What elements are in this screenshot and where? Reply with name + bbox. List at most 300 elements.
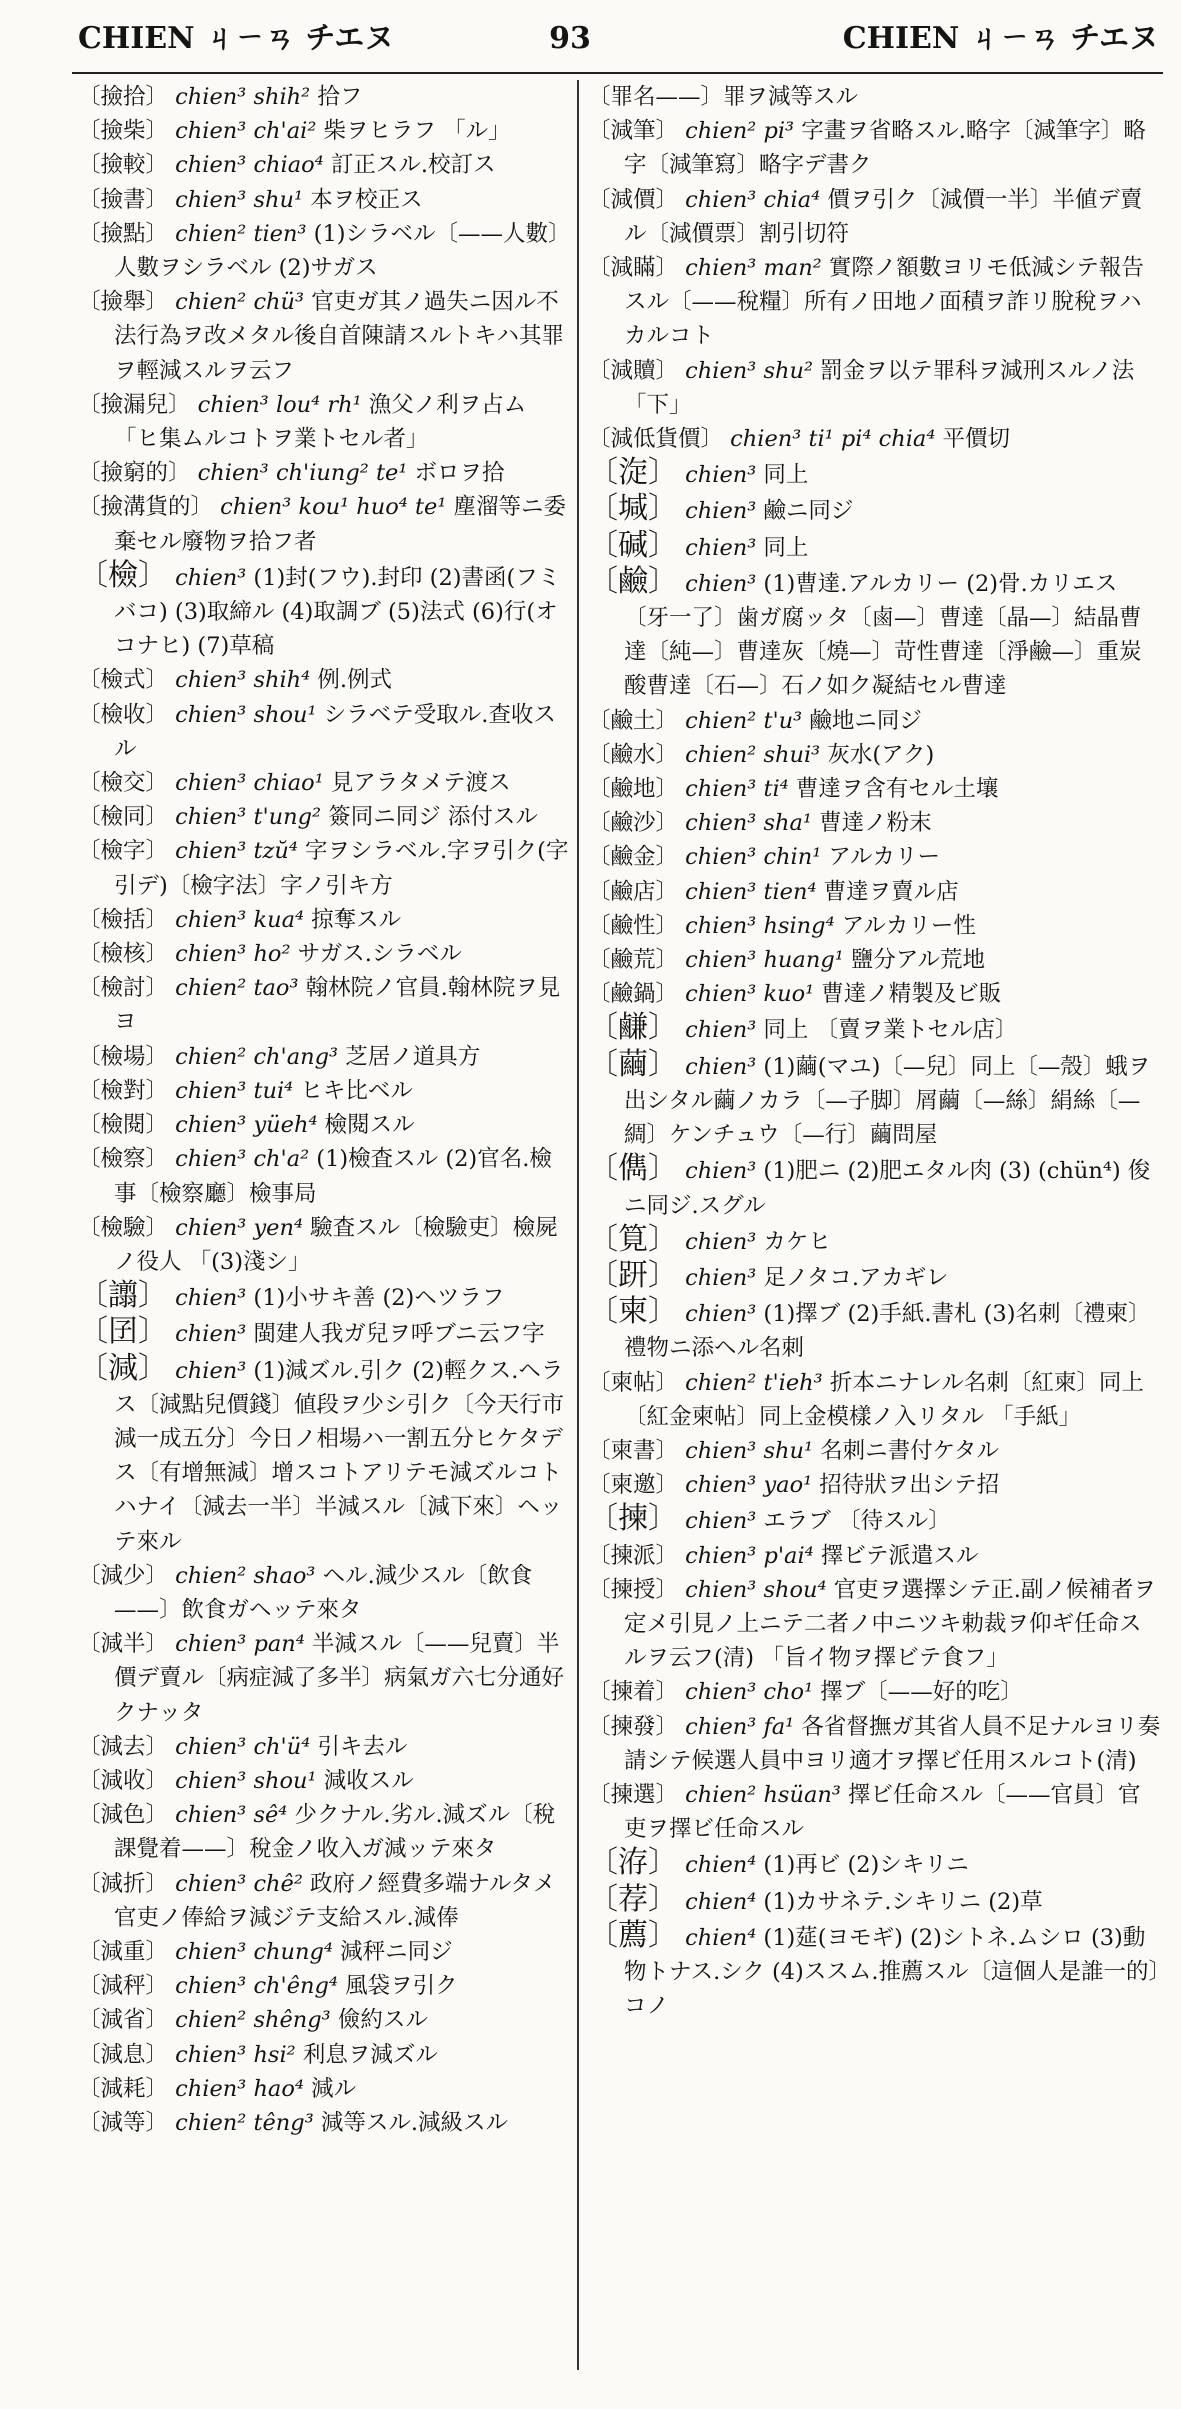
entry-headword: 〔撿書〕 — [78, 186, 169, 213]
entry-definition: 少クナル.劣ル.減ズル〔稅課覺着——〕稅金ノ收入ガ減ッテ來タ — [114, 1802, 556, 1863]
entry-headword: 〔減低貨價〕 — [588, 426, 724, 453]
entry-headword: 〔趼〕 — [588, 1257, 678, 1293]
entry-romanization: chien³ kua⁴ — [175, 906, 304, 933]
entry-romanization: chien² shao³ — [175, 1562, 316, 1589]
dictionary-entry — [588, 1778, 1162, 1846]
entry-headword: 〔揀〕 — [588, 1501, 678, 1537]
entry-romanization: chien³ ch'ai² — [175, 118, 317, 145]
entry-headword: 〔檢收〕 — [78, 701, 169, 728]
dictionary-entry — [588, 251, 1162, 354]
entry-headword: 〔檢同〕 — [78, 804, 169, 831]
entry-definition: ヒキ比ベル — [293, 1077, 413, 1104]
entry-romanization: chien³ shih⁴ — [175, 667, 311, 694]
entry-definition: 實際ノ額數ヨリモ低減シテ報告スル〔——稅糧〕所有ノ田地ノ面積ヲ詐リ脫稅ヲハカルコト — [624, 255, 1144, 350]
entry-definition: 檢閱スル — [317, 1112, 415, 1139]
entry-definition: 價ヲ引ク〔減價一半〕半値デ賣ル〔減價票〕割引切符 — [624, 186, 1143, 247]
dictionary-entry — [588, 1502, 1162, 1538]
entry-definition: 同上 — [756, 462, 809, 489]
dictionary-entry — [588, 806, 1162, 840]
entry-romanization: chien³ lou⁴ rh¹ — [197, 391, 362, 418]
dictionary-entry — [588, 943, 1162, 977]
dictionary-entry — [588, 772, 1162, 806]
entry-headword: 〔鹼地〕 — [588, 776, 679, 803]
entry-romanization: chien³ shu¹ — [175, 186, 303, 213]
entry-headword: 〔鹼水〕 — [588, 741, 679, 768]
dictionary-entry — [78, 1935, 570, 1969]
entry-romanization: chien³ ti¹ pi⁴ chia⁴ — [730, 426, 936, 453]
entry-romanization: chien⁴ — [685, 1852, 757, 1879]
entry-romanization: chien³ ho² — [175, 941, 291, 968]
entry-headword: 〔檢括〕 — [78, 906, 169, 933]
entry-headword: 〔鹼金〕 — [588, 844, 679, 871]
entry-headword: 〔檢閱〕 — [78, 1112, 169, 1139]
entry-headword: 〔揀發〕 — [588, 1713, 679, 1740]
entry-headword: 〔揀派〕 — [588, 1542, 679, 1569]
entry-definition: 各省督撫ガ其省人員不足ナルヨリ奏請シテ候選人員中ヨリ適才ヲ擇ビ任用スルコト(清) — [624, 1713, 1161, 1774]
dictionary-entry — [588, 492, 1162, 528]
entry-headword: 〔減耗〕 — [78, 2075, 169, 2102]
entry-definition: 曹達ヲ含有セル土壤 — [788, 776, 999, 803]
entry-headword: 〔譾〕 — [78, 1278, 168, 1314]
entry-romanization: chien³ ch'a² — [175, 1146, 310, 1173]
dictionary-entry — [588, 183, 1162, 251]
entry-definition: (1)小サキ善 (2)ヘツラフ — [246, 1285, 505, 1312]
entry-definition: (1)封(フウ).封印 (2)書函(フミバコ) (3)取締ル (4)取調ブ (5)法式 (6)行(オコナヒ) (7)草稿 — [114, 564, 561, 660]
entry-romanization: chien³ sê⁴ — [175, 1802, 288, 1829]
entry-headword: 〔撿拾〕 — [78, 84, 169, 110]
entry-definition: 簽同ニ同ジ 添付スル — [321, 804, 538, 831]
dictionary-entry — [588, 1259, 1162, 1295]
entry-romanization: chien³ ch'iung² te¹ — [197, 460, 408, 487]
entry-definition: 引キ去ル — [310, 1733, 408, 1760]
dictionary-entry — [588, 1468, 1162, 1502]
entry-definition: 漁父ノ利ヲ占ム 「ヒ集ムルコトヲ業トセル者」 — [114, 391, 527, 453]
entry-definition: 例.例式 — [310, 667, 392, 694]
dictionary-entry — [78, 1108, 570, 1142]
entry-headword: 〔檢式〕 — [78, 667, 169, 694]
entry-romanization: chien³ hsi² — [175, 2041, 296, 2068]
entry-romanization: chien³ huang¹ — [685, 947, 844, 974]
dictionary-entry — [78, 834, 570, 902]
right-column — [588, 80, 1162, 2380]
dictionary-entry — [588, 565, 1162, 704]
entry-romanization: chien³ pan⁴ — [175, 1631, 305, 1658]
entry-definition: 罰金ヲ以テ罪科ヲ減刑スルノ法 「下」 — [624, 357, 1135, 418]
dictionary-entry — [588, 704, 1162, 738]
entry-definition: (1)カサネテ.シキリニ (2)草 — [756, 1888, 1043, 1915]
dictionary-entry — [78, 559, 570, 664]
dictionary-entry — [588, 738, 1162, 772]
entry-romanization: chien³ yüeh⁴ — [175, 1112, 318, 1139]
entry-definition: 芝居ノ道具方 — [338, 1043, 481, 1070]
entry-headword: 〔柬邀〕 — [588, 1472, 679, 1499]
entry-romanization: chien⁴ — [685, 1888, 757, 1915]
entry-headword: 〔柬帖〕 — [588, 1369, 679, 1396]
entry-romanization: chien³ — [685, 1017, 757, 1044]
entry-headword: 〔撿窮的〕 — [78, 460, 191, 487]
entry-headword: 〔減去〕 — [78, 1733, 169, 1760]
entry-romanization: chien³ tien⁴ — [685, 878, 817, 905]
dictionary-entry — [588, 1366, 1162, 1434]
entry-romanization: chien² tien³ — [175, 220, 307, 247]
entry-romanization: chien² chü³ — [175, 289, 305, 316]
entry-romanization: chien³ shou⁴ — [685, 1576, 827, 1603]
entry-definition: アルカリー性 — [834, 912, 976, 939]
dictionary-entry — [78, 1627, 570, 1730]
entry-romanization: chien³ chia⁴ — [685, 186, 821, 213]
entry-romanization: chien² ch'ang³ — [175, 1043, 339, 1070]
dictionary-entry — [588, 1846, 1162, 1882]
entry-definition: (1)シラベル〔——人數〕人數ヲシラベル (2)サガス — [114, 220, 560, 282]
entry-headword: 〔鹼土〕 — [588, 707, 679, 734]
entry-romanization: chien² têng³ — [175, 2109, 314, 2136]
dictionary-entry — [78, 2106, 570, 2140]
entry-romanization: chien³ tzŭ⁴ — [175, 838, 298, 865]
entry-headword: 〔鹼性〕 — [588, 912, 679, 939]
dictionary-entry — [588, 529, 1162, 565]
entry-romanization: chien³ sha¹ — [685, 810, 812, 837]
entry-definition: 足ノタコ.アカギレ — [756, 1264, 949, 1291]
dictionary-entry — [588, 1048, 1162, 1153]
entry-definition: (1)肥ニ (2)肥エタル肉 (3) (chün⁴) 俊ニ同ジ.スグル — [624, 1158, 1151, 1219]
entry-headword: 〔撿漏兒〕 — [78, 391, 191, 418]
entry-definition: 拾フ — [310, 84, 363, 110]
entry-romanization: chien³ kou¹ huo⁴ te¹ — [220, 494, 447, 521]
running-header-left: CHIEN ㄐㄧㄢ チエヌ — [78, 21, 395, 56]
dictionary-entry — [588, 1710, 1162, 1778]
entry-romanization: chien³ chin¹ — [685, 844, 822, 871]
entry-definition: (1)減ズル.引ク (2)輕クス.ヘラス〔減點兒價錢〕値段ヲ少シ引ク〔今天行市減一成五分〕今日ノ相場ハ一割五分ヒケタデス〔有增無減〕增スコトアリテモ減ズルコトハナイ〔減去一半〕半減スル〔減下來〕ヘッテ來ル — [114, 1357, 565, 1555]
page-number: 93 — [549, 21, 591, 56]
dictionary-entry — [78, 663, 570, 697]
entry-romanization: chien³ shih² — [175, 84, 311, 110]
dictionary-entry — [588, 1539, 1162, 1573]
entry-romanization: chien³ ch'êng⁴ — [175, 1973, 338, 2000]
dictionary-entry — [588, 114, 1162, 182]
entry-romanization: chien³ — [685, 1508, 757, 1535]
entry-headword: 〔減半〕 — [78, 1631, 169, 1658]
dictionary-entry — [78, 1798, 570, 1866]
entry-romanization: chien² pi³ — [685, 118, 795, 145]
entry-headword: 〔減秤〕 — [78, 1973, 169, 2000]
entry-romanization: chien² t'ieh³ — [685, 1369, 823, 1396]
dictionary-entry — [78, 698, 570, 766]
entry-headword: 〔鹼荒〕 — [588, 947, 679, 974]
entry-definition: 曹達ヲ賣ル店 — [816, 878, 959, 905]
entry-definition: 招待狀ヲ出シテ招 — [812, 1472, 1000, 1499]
dictionary-entry — [78, 456, 570, 490]
dictionary-entry — [78, 1142, 570, 1210]
dictionary-entry — [588, 1011, 1162, 1047]
dictionary-entry — [588, 1573, 1162, 1676]
entry-definition: 名刺ニ書付ケタル — [813, 1437, 1000, 1464]
entry-headword: 〔檢驗〕 — [78, 1214, 169, 1241]
dictionary-entry — [78, 1764, 570, 1798]
dictionary-entry — [588, 1919, 1162, 2024]
entry-headword: 〔減筆〕 — [588, 118, 679, 145]
entry-definition: 官吏ヲ選擇シテ正.副ノ候補者ヲ定メ引見ノ上ニテ二者ノ中ニツキ勅裁ヲ仰ギ任命スルヲ云フ(清) 「旨イ物ヲ擇ビテ食フ」 — [624, 1576, 1156, 1672]
entry-definition: 字ヲシラベル.字ヲ引ク(字引デ)〔檢字法〕字ノ引キ方 — [114, 838, 569, 899]
entry-romanization: chien³ hsing⁴ — [685, 912, 835, 939]
entry-definition: 〔罪名——〕罪ヲ減等スル — [588, 84, 859, 110]
entry-headword: 〔減省〕 — [78, 2007, 169, 2034]
entry-headword: 〔檢〕 — [78, 557, 168, 593]
dictionary-entry — [588, 80, 1162, 114]
dictionary-entry — [78, 1040, 570, 1074]
entry-headword: 〔減少〕 — [78, 1562, 169, 1589]
entry-definition: 平價切 — [935, 426, 1010, 453]
entry-romanization: chien³ shou¹ — [175, 701, 317, 728]
entry-definition: 折本ニナレル名刺〔紅柬〕同上〔紅金柬帖〕同上金模樣ノ入リタル 「手紙」 — [624, 1369, 1144, 1430]
entry-headword: 〔揀選〕 — [588, 1781, 679, 1808]
dictionary-entry — [78, 1211, 570, 1279]
entry-definition: 擇ブ〔——好的吃〕 — [813, 1679, 1023, 1706]
entry-romanization: chien³ — [685, 534, 757, 561]
entry-headword: 〔囝〕 — [78, 1314, 168, 1350]
entry-headword: 〔碱〕 — [588, 527, 678, 563]
entry-definition: (1)擇ブ (2)手紙.書札 (3)名刺〔禮柬〕禮物ニ添ヘル名刺 — [624, 1301, 1151, 1362]
left-column — [78, 80, 570, 2380]
entry-headword: 〔薦〕 — [588, 1917, 678, 1953]
entry-headword: 〔洊〕 — [588, 1845, 678, 1881]
entry-romanization: chien³ kuo¹ — [685, 981, 815, 1008]
entry-headword: 〔鹼鍋〕 — [588, 981, 679, 1008]
entry-headword: 〔鹼〕 — [588, 563, 678, 599]
entry-romanization: chien² t'u³ — [685, 707, 803, 734]
entry-romanization: chien³ — [175, 564, 247, 591]
dictionary-entry — [588, 456, 1162, 492]
entry-romanization: chien³ — [685, 1264, 757, 1291]
dictionary-entry — [78, 1969, 570, 2003]
entry-definition: カケヒ — [756, 1228, 831, 1255]
entry-definition: シラベテ受取ル.查收スル — [114, 701, 556, 762]
entry-headword: 〔檢交〕 — [78, 770, 169, 797]
entry-definition: 訂正スル.校訂ス — [323, 152, 496, 179]
entry-headword: 〔柬書〕 — [588, 1437, 679, 1464]
entry-definition: 掠奪スル — [304, 906, 402, 933]
entry-romanization: chien² shêng³ — [175, 2007, 331, 2034]
entry-definition: 擇ビ任命スル〔——官員〕官吏ヲ擇ビ任命スル — [624, 1781, 1141, 1843]
entry-romanization: chien³ — [175, 1285, 247, 1312]
entry-definition: 見アラタメテ渡ス — [323, 770, 511, 797]
dictionary-entry — [78, 388, 570, 456]
dictionary-entry — [78, 1867, 570, 1935]
dictionary-entry — [78, 1074, 570, 1108]
dictionary-entry — [588, 1295, 1162, 1365]
entry-headword: 〔撿柴〕 — [78, 118, 169, 145]
dictionary-entry — [78, 285, 570, 388]
entry-headword: 〔堿〕 — [588, 491, 678, 527]
entry-headword: 〔檢對〕 — [78, 1077, 169, 1104]
entry-romanization: chien³ chiao¹ — [175, 770, 324, 797]
entry-definition: 同上 〔賣ヲ業トセル店〕 — [756, 1017, 1018, 1044]
entry-headword: 〔減價〕 — [588, 186, 679, 213]
entry-definition: 曹達ノ粉末 — [811, 810, 932, 837]
entry-headword: 〔荐〕 — [588, 1881, 678, 1917]
entry-headword: 〔㳬〕 — [588, 455, 678, 491]
column-divider — [577, 80, 579, 2370]
entry-definition: (1)再ビ (2)シキリニ — [756, 1852, 969, 1879]
dictionary-entry — [588, 909, 1162, 943]
entry-definition: 官吏ガ其ノ過失ニ因ル不法行為ヲ改メタル後自首陳請スルトキハ其罪ヲ輕減スルヲ云フ — [114, 289, 565, 384]
dictionary-entry — [588, 1883, 1162, 1919]
entry-headword: 〔撿點〕 — [78, 220, 169, 247]
dictionary-entry — [78, 183, 570, 217]
entry-headword: 〔撿溝貨的〕 — [78, 494, 214, 521]
entry-romanization: chien³ shou¹ — [175, 1767, 317, 1794]
entry-romanization: chien³ man² — [685, 255, 822, 282]
entry-definition: 鹽分アル荒地 — [843, 947, 986, 974]
dictionary-entry — [588, 1675, 1162, 1709]
entry-headword: 〔鹼沙〕 — [588, 810, 679, 837]
dictionary-entry — [78, 800, 570, 834]
dictionary-entry — [78, 148, 570, 182]
entry-definition: サガス.シラベル — [290, 941, 462, 968]
entry-headword: 〔檢場〕 — [78, 1043, 169, 1070]
dictionary-entry — [588, 875, 1162, 909]
dictionary-entry — [78, 80, 570, 114]
dictionary-entry — [78, 937, 570, 971]
entry-romanization: chien³ fa¹ — [685, 1713, 795, 1740]
running-header-right: CHIEN ㄐㄧㄢ チエヌ — [842, 21, 1159, 56]
entry-headword: 〔減折〕 — [78, 1870, 169, 1897]
entry-headword: 〔撿舉〕 — [78, 289, 169, 316]
entry-romanization: chien⁴ — [685, 1924, 757, 1951]
entry-romanization: chien³ ti⁴ — [685, 776, 789, 803]
entry-definition: 灰水(アク) — [820, 741, 935, 768]
entry-romanization: chien³ — [685, 1158, 757, 1185]
entry-definition: 同上 — [756, 534, 809, 561]
entry-romanization: chien³ — [685, 498, 757, 525]
entry-headword: 〔減瞞〕 — [588, 255, 679, 282]
entry-headword: 〔鹻〕 — [588, 1010, 678, 1046]
dictionary-entry — [588, 1223, 1162, 1259]
entry-definition: ボロヲ拾 — [407, 460, 505, 487]
dictionary-entry — [588, 422, 1162, 456]
entry-definition: (1)檢査スル (2)官名.檢事〔檢察廳〕檢事局 — [114, 1146, 552, 1207]
entry-definition: (1)莚(ヨモギ) (2)シトネ.ムシロ (3)動物トナス.シク (4)ススム.推薦スル〔這個人是誰一的〕コノ — [624, 1924, 1160, 2020]
entry-romanization: chien³ — [685, 1053, 757, 1080]
dictionary-entry — [78, 903, 570, 937]
entry-definition: 減收スル — [316, 1767, 414, 1794]
entry-romanization: chien³ chê² — [175, 1870, 303, 1897]
entry-definition: 鹼地ニ同ジ — [802, 707, 922, 734]
entry-definition: (1)繭(マユ)〔—兒〕同上〔—殼〕蛾ヲ出シタル繭ノカラ〔—子脚〕屑繭〔—絲〕絹絲〔—綢〕ケンチュウ〔—行〕繭問屋 — [624, 1053, 1151, 1149]
entry-headword: 〔檢核〕 — [78, 941, 169, 968]
entry-headword: 〔減息〕 — [78, 2041, 169, 2068]
dictionary-entry — [78, 971, 570, 1039]
dictionary-entry — [588, 840, 1162, 874]
dictionary-entry — [588, 1434, 1162, 1468]
entry-definition: 減ル — [303, 2075, 357, 2102]
entry-headword: 〔減重〕 — [78, 1938, 169, 1965]
entry-headword: 〔減〕 — [78, 1350, 168, 1386]
dictionary-entry — [78, 2003, 570, 2037]
entry-definition: 鹼ニ同ジ — [756, 498, 854, 525]
dictionary-entry — [588, 354, 1162, 422]
entry-headword: 〔揀着〕 — [588, 1679, 679, 1706]
entry-headword: 〔儁〕 — [588, 1151, 678, 1187]
entry-definition: アルカリー — [821, 844, 941, 871]
entry-romanization: chien³ yao¹ — [685, 1472, 813, 1499]
entry-definition: 擇ビテ派遣スル — [813, 1542, 979, 1569]
entry-romanization: chien³ — [685, 570, 757, 597]
entry-definition: 利息ヲ減ズル — [295, 2041, 438, 2068]
entry-romanization: chien³ — [685, 1228, 757, 1255]
entry-headword: 〔減收〕 — [78, 1767, 169, 1794]
dictionary-entry — [78, 490, 570, 558]
header-rule — [72, 72, 1163, 74]
entry-romanization: chien³ t'ung² — [175, 804, 322, 831]
entry-definition: 半減スル〔——兒賣〕半價デ賣ル〔病症減了多半〕病氣ガ六七分通好クナッタ — [114, 1631, 565, 1726]
entry-definition: 風袋ヲ引ク — [337, 1973, 458, 2000]
entry-romanization: chien² hsüan³ — [685, 1781, 841, 1808]
entry-definition: 塵溜等ニ委棄セル廢物ヲ拾フ者 — [114, 494, 567, 555]
entry-definition: 儉約スル — [330, 2007, 428, 2034]
entry-romanization: chien³ chung⁴ — [175, 1938, 333, 1965]
entry-romanization: chien³ — [685, 462, 757, 489]
dictionary-entry — [78, 2072, 570, 2106]
entry-definition: 本ヲ校正ス — [303, 186, 423, 213]
dictionary-entry — [78, 1352, 570, 1559]
entry-headword: 〔繭〕 — [588, 1046, 678, 1082]
dictionary-entry — [588, 1152, 1162, 1222]
dictionary-entry — [588, 977, 1162, 1011]
entry-definition: 減秤ニ同ジ — [332, 1938, 453, 1965]
dictionary-entry — [78, 1730, 570, 1764]
entry-romanization: chien³ shu² — [685, 357, 813, 384]
entry-romanization: chien³ — [175, 1357, 247, 1384]
entry-romanization: chien³ shu¹ — [685, 1437, 813, 1464]
entry-romanization: chien² shui³ — [685, 741, 821, 768]
entry-definition: 政府ノ經費多端ナルタメ官吏ノ俸給ヲ減ジテ支給スル.減俸 — [114, 1870, 556, 1931]
entry-definition: 驗査スル〔檢驗吏〕檢屍ノ役人 「(3)淺シ」 — [114, 1214, 558, 1275]
entry-headword: 〔鹼店〕 — [588, 878, 679, 905]
entry-romanization: chien² tao³ — [175, 975, 299, 1002]
entry-headword: 〔減色〕 — [78, 1802, 169, 1829]
dictionary-entry — [78, 1559, 570, 1627]
entry-definition: 曹達ノ精製及ビ販 — [814, 981, 1002, 1008]
entry-romanization: chien³ tui⁴ — [175, 1077, 294, 1104]
dictionary-entry — [78, 1315, 570, 1351]
entry-definition: 翰林院ノ官員.翰林院ヲ見ヨ — [114, 975, 561, 1036]
entry-headword: 〔減等〕 — [78, 2109, 169, 2136]
entry-definition: 閩建人我ガ兒ヲ呼ブニ云フ字 — [246, 1321, 545, 1348]
entry-headword: 〔柬〕 — [588, 1294, 678, 1330]
entry-romanization: chien³ ch'ü⁴ — [175, 1733, 311, 1760]
entry-definition: (1)曹達.アルカリー (2)骨.カリエス〔牙一了〕歯ガ腐ッタ〔鹵—〕曹達〔晶—〕結晶曹達〔純—〕曹達灰〔燒—〕苛性曹達〔淨鹼—〕重炭酸曹達〔石—〕石ノ如ク凝結セル曹達 — [624, 570, 1142, 700]
entry-romanization: chien³ p'ai⁴ — [685, 1542, 814, 1569]
entry-definition: ヘル.減少スル〔飲食——〕飲食ガヘッテ來タ — [114, 1562, 533, 1623]
entry-headword: 〔筧〕 — [588, 1221, 678, 1257]
entry-romanization: chien³ — [175, 1321, 247, 1348]
entry-headword: 〔揀授〕 — [588, 1576, 679, 1603]
entry-definition: 字畫ヲ省略スル.略字〔減筆字〕略字〔減筆寫〕略字デ書ク — [624, 118, 1146, 179]
entry-romanization: chien³ cho¹ — [685, 1679, 814, 1706]
entry-headword: 〔減贖〕 — [588, 357, 679, 384]
entry-headword: 〔檢察〕 — [78, 1146, 169, 1173]
entry-definition: エラブ 〔待スル〕 — [756, 1508, 951, 1535]
dictionary-entry — [78, 1279, 570, 1315]
entry-definition: 減等スル.減級スル — [313, 2109, 509, 2136]
dictionary-entry — [78, 114, 570, 148]
entry-headword: 〔撿較〕 — [78, 152, 169, 179]
entry-definition: 柴ヲヒラフ 「ル」 — [316, 118, 511, 145]
dictionary-entry — [78, 217, 570, 285]
entry-headword: 〔檢字〕 — [78, 838, 169, 865]
entry-romanization: chien³ — [685, 1301, 757, 1328]
entry-romanization: chien³ yen⁴ — [175, 1214, 303, 1241]
